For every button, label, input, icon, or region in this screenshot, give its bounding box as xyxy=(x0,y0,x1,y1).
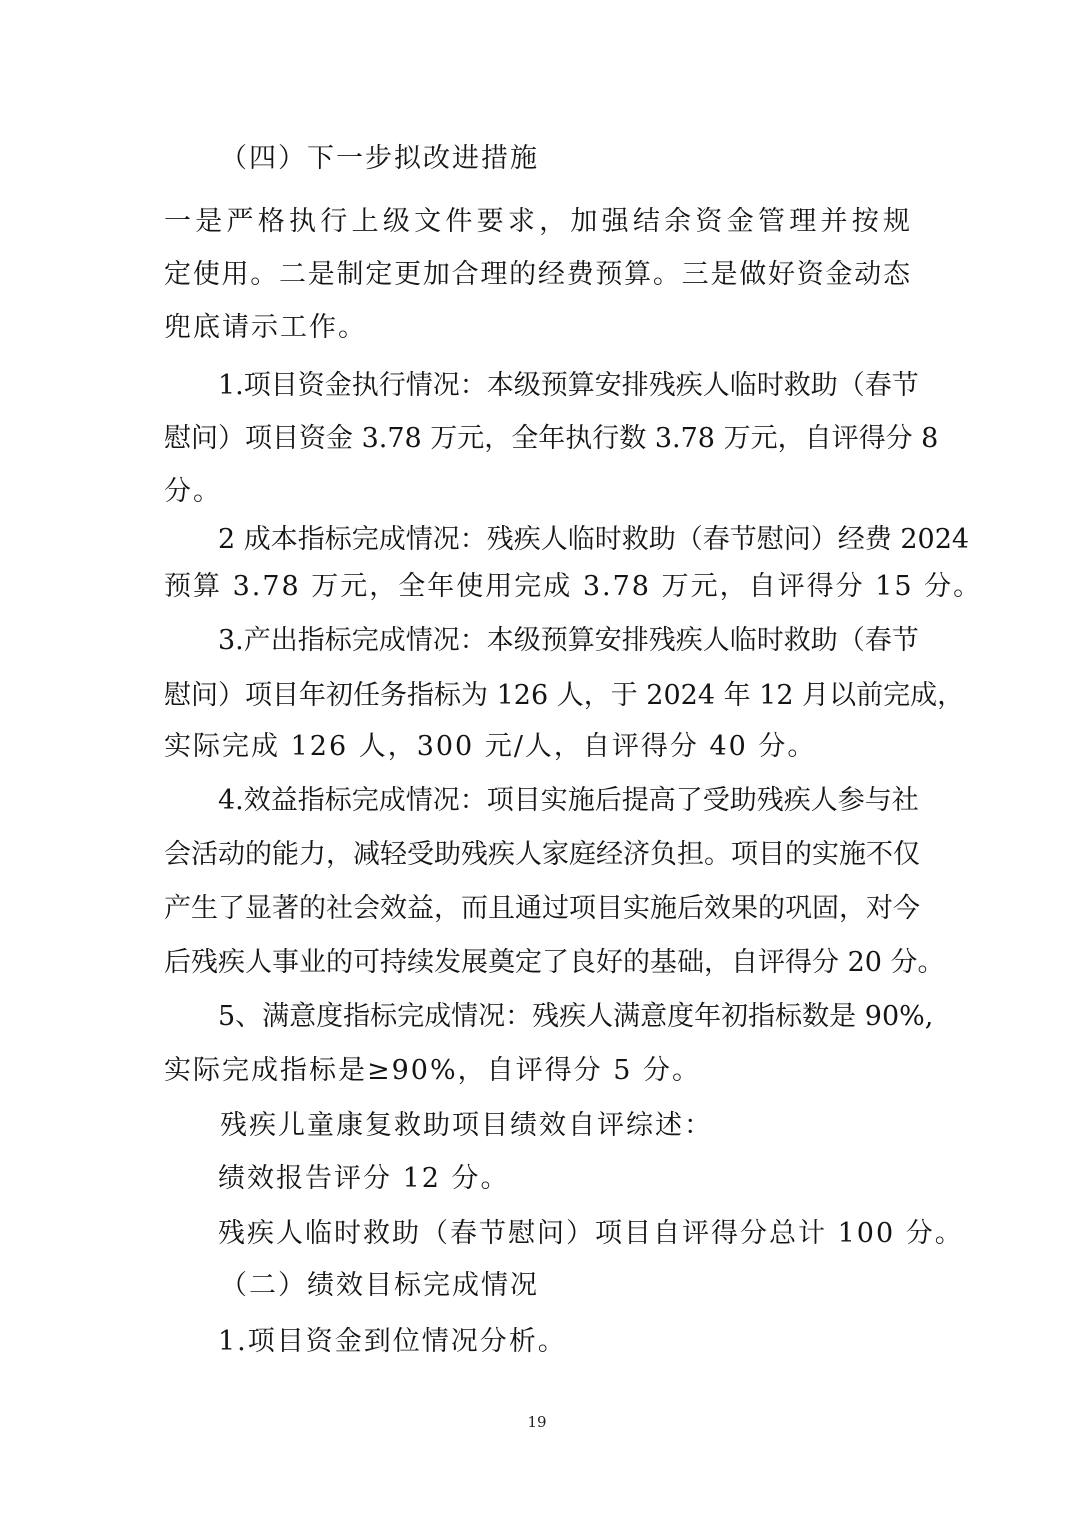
item1-line-2: 慰问）项目资金 3.78 万元，全年执行数 3.78 万元，自评得分 8 xyxy=(164,423,939,454)
improve-line-2: 定使用。二是制定更加合理的经费预算。三是做好资金动态 xyxy=(164,259,910,290)
total-score: 残疾人临时救助（春节慰问）项目自评得分总计 100 分。 xyxy=(218,1218,964,1249)
summary-title: 残疾儿童康复救助项目绩效自评综述： xyxy=(220,1110,713,1141)
page-number: 19 xyxy=(527,1413,547,1431)
item5-line-2: 实际完成指标是≥90%，自评得分 5 分。 xyxy=(164,1055,701,1086)
item2-line-2: 预算 3.78 万元，全年使用完成 3.78 万元，自评得分 15 分。 xyxy=(164,571,983,602)
section-heading-four: （四）下一步拟改进措施 xyxy=(220,143,539,174)
item1-line-3: 分。 xyxy=(164,476,222,507)
item4-line-4: 后残疾人事业的可持续发展奠定了良好的基础，自评得分 20 分。 xyxy=(164,947,945,978)
item5-line-1: 5、满意度指标完成情况：残疾人满意度年初指标数是 90%, xyxy=(218,1001,934,1032)
item4-line-2: 会活动的能力，减轻受助残疾人家庭经济负担。项目的实施不仅 xyxy=(164,839,920,870)
funds-analysis-heading: 1.项目资金到位情况分析。 xyxy=(218,1326,567,1357)
section-heading-two: （二）绩效目标完成情况 xyxy=(220,1270,539,1301)
item1-line-1: 1.项目资金执行情况：本级预算安排残疾人临时救助（春节 xyxy=(218,370,919,401)
item2-line-1: 2 成本指标完成情况：残疾人临时救助（春节慰问）经费 2024 xyxy=(218,524,970,555)
improve-line-3: 兜底请示工作。 xyxy=(164,312,367,343)
item4-line-1: 4.效益指标完成情况：项目实施后提高了受助残疾人参与社 xyxy=(218,785,919,816)
item3-line-3: 实际完成 126 人，300 元/人，自评得分 40 分。 xyxy=(164,731,817,762)
item3-line-2: 慰问）项目年初任务指标为 126 人，于 2024 年 12 月以前完成， xyxy=(164,680,965,711)
report-score: 绩效报告评分 12 分。 xyxy=(218,1163,510,1194)
item4-line-3: 产生了显著的社会效益，而且通过项目实施后效果的巩固，对今 xyxy=(164,893,920,924)
improve-line-1: 一是严格执行上级文件要求，加强结余资金管理并按规 xyxy=(164,206,910,237)
item3-line-1: 3.产出指标完成情况：本级预算安排残疾人临时救助（春节 xyxy=(218,625,919,656)
